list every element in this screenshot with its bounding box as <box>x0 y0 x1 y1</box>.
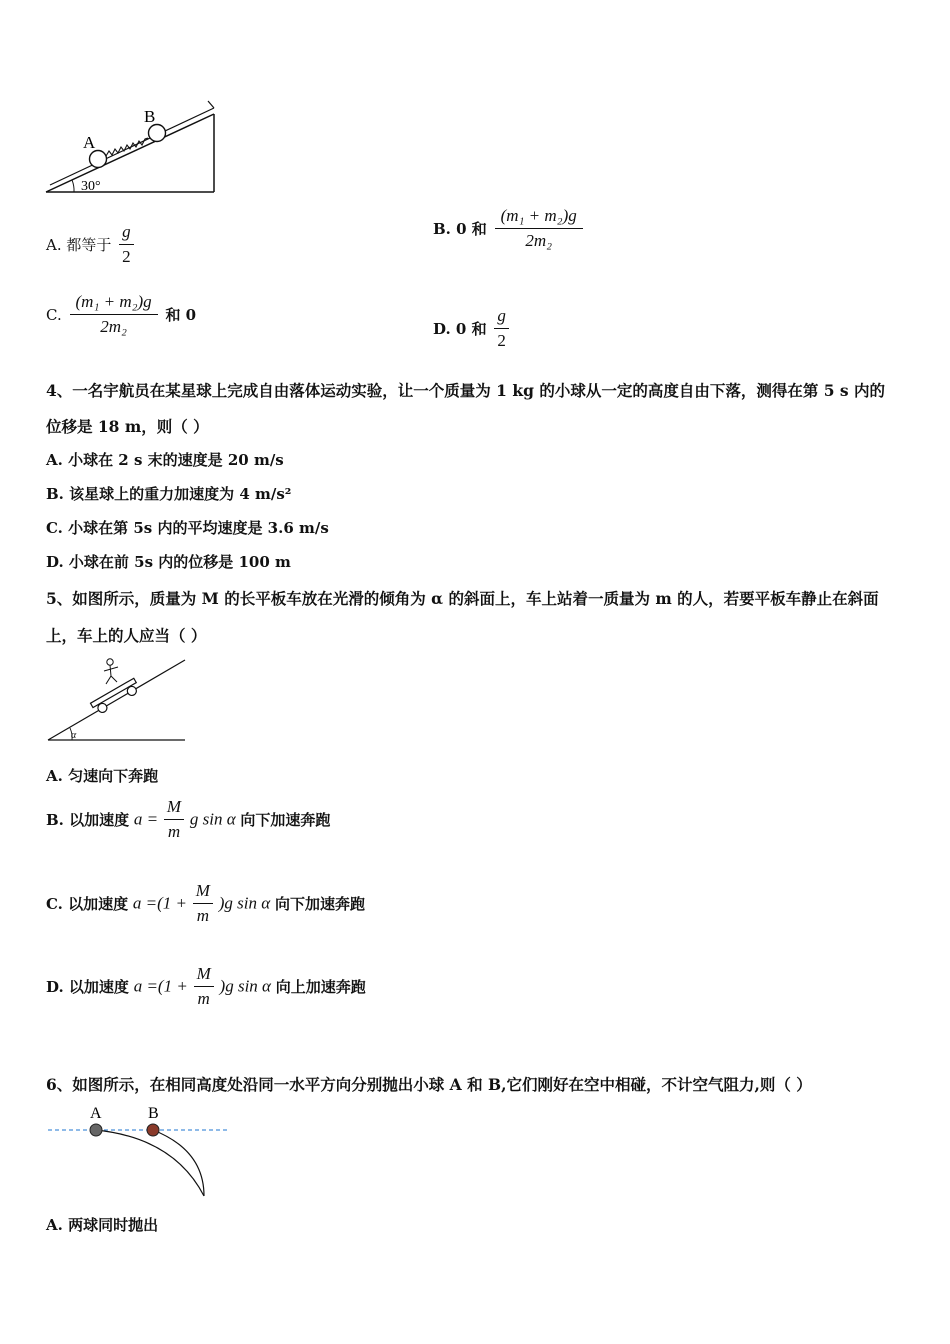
q3-option-d-fraction: $\frac{g}{2}$ <box>494 306 509 352</box>
q5-option-b-suffix: 向下加速奔跑 <box>240 810 331 829</box>
q3-option-c[interactable] <box>46 292 196 338</box>
q4-option-c[interactable]: C. 小球在第 5s 内的平均速度是 3.6 m/s <box>46 519 329 537</box>
q3-option-a[interactable] <box>46 222 137 268</box>
label-b: B <box>144 107 156 126</box>
q3-option-c-suffix: 和 0 <box>165 305 197 324</box>
q5-option-d-lhs: a =(1 + <box>133 976 188 996</box>
q5-option-c-fraction: $\frac{M}{m}$ <box>193 881 213 927</box>
alpha-label: α <box>71 730 77 741</box>
q3-option-a-fraction: $\frac{g}{2}$ <box>119 222 134 268</box>
q5-stem-line1: 5、如图所示，质量为 M 的长平板车放在光滑的倾角为 α 的斜面上，车上站着一质量为 m 的人，若要平板车静止在斜面 <box>46 589 879 608</box>
q3-option-d[interactable] <box>433 306 512 352</box>
q5-option-d-rhs: )g sin α <box>219 976 271 996</box>
q3-option-d-prefix: D. 0 和 <box>433 319 487 338</box>
q5-option-c[interactable] <box>46 881 365 927</box>
q5-option-b-prefix: B. 以加速度 <box>46 810 130 829</box>
q5-option-c-prefix: C. 以加速度 <box>46 894 129 913</box>
q5-option-a[interactable]: A. 匀速向下奔跑 <box>46 767 159 785</box>
q5-option-b-lhs: a = <box>133 809 159 829</box>
q5-option-d-prefix: D. 以加速度 <box>46 977 129 996</box>
q3-option-c-prefix: C. <box>46 305 62 324</box>
q5-option-c-suffix: 向下加速奔跑 <box>274 894 365 913</box>
q4-option-a[interactable]: A. 小球在 2 s 末的速度是 20 m/s <box>46 451 284 469</box>
q5-option-c-lhs: a =(1 + <box>132 893 188 913</box>
angle-label: 30° <box>81 179 101 194</box>
q3-option-b[interactable] <box>433 206 586 252</box>
q5-option-d-suffix: 向上加速奔跑 <box>275 977 366 996</box>
q5-option-d-fraction: $\frac{M}{m}$ <box>194 964 214 1010</box>
q5-option-d[interactable] <box>46 964 366 1010</box>
q5-option-b[interactable] <box>46 797 330 843</box>
q3-option-a-prefix: A. 都等于 <box>46 235 112 254</box>
projectile-figure <box>44 1100 236 1202</box>
q3-option-b-prefix: B. 0 和 <box>433 219 487 238</box>
ball-a-label: A <box>90 1105 102 1122</box>
label-a: A <box>83 133 96 152</box>
q4-stem-line1: 4、一名宇航员在某星球上完成自由落体运动实验，让一个质量为 1 kg 的小球从一定的高度自由下落，测得在第 5 s 内的 <box>46 381 886 400</box>
q4-option-d[interactable]: D. 小球在前 5s 内的位移是 100 m <box>46 553 291 571</box>
q3-option-b-fraction: $\frac{\text{(m₁ + m₂)g}}{\text{2m₂}}$ <box>495 206 583 252</box>
q4-stem-line2: 位移是 18 m，则（ ） <box>46 417 209 436</box>
q6-stem: 6、如图所示，在相同高度处沿同一水平方向分别抛出小球 A 和 B,它们刚好在空中相碰，不计空气阻力,则（ ） <box>46 1075 812 1094</box>
q3-option-c-fraction: $\frac{\text{(m₁ + m₂)g}}{\text{2m₂}}$ <box>70 292 158 338</box>
q5-stem-line2: 上，车上的人应当（ ） <box>46 626 207 645</box>
q5-option-b-rhs: g sin α <box>189 809 236 829</box>
cart-on-incline-figure <box>44 652 189 744</box>
ball-b-label: B <box>148 1105 159 1122</box>
q5-option-b-fraction: $\frac{M}{m}$ <box>164 797 184 843</box>
q4-option-b[interactable]: B. 该星球上的重力加速度为 4 m/s² <box>46 485 292 503</box>
q5-option-c-rhs: )g sin α <box>218 893 271 913</box>
incline-spring-figure <box>40 98 225 198</box>
q6-option-a[interactable]: A. 两球同时抛出 <box>46 1216 159 1234</box>
